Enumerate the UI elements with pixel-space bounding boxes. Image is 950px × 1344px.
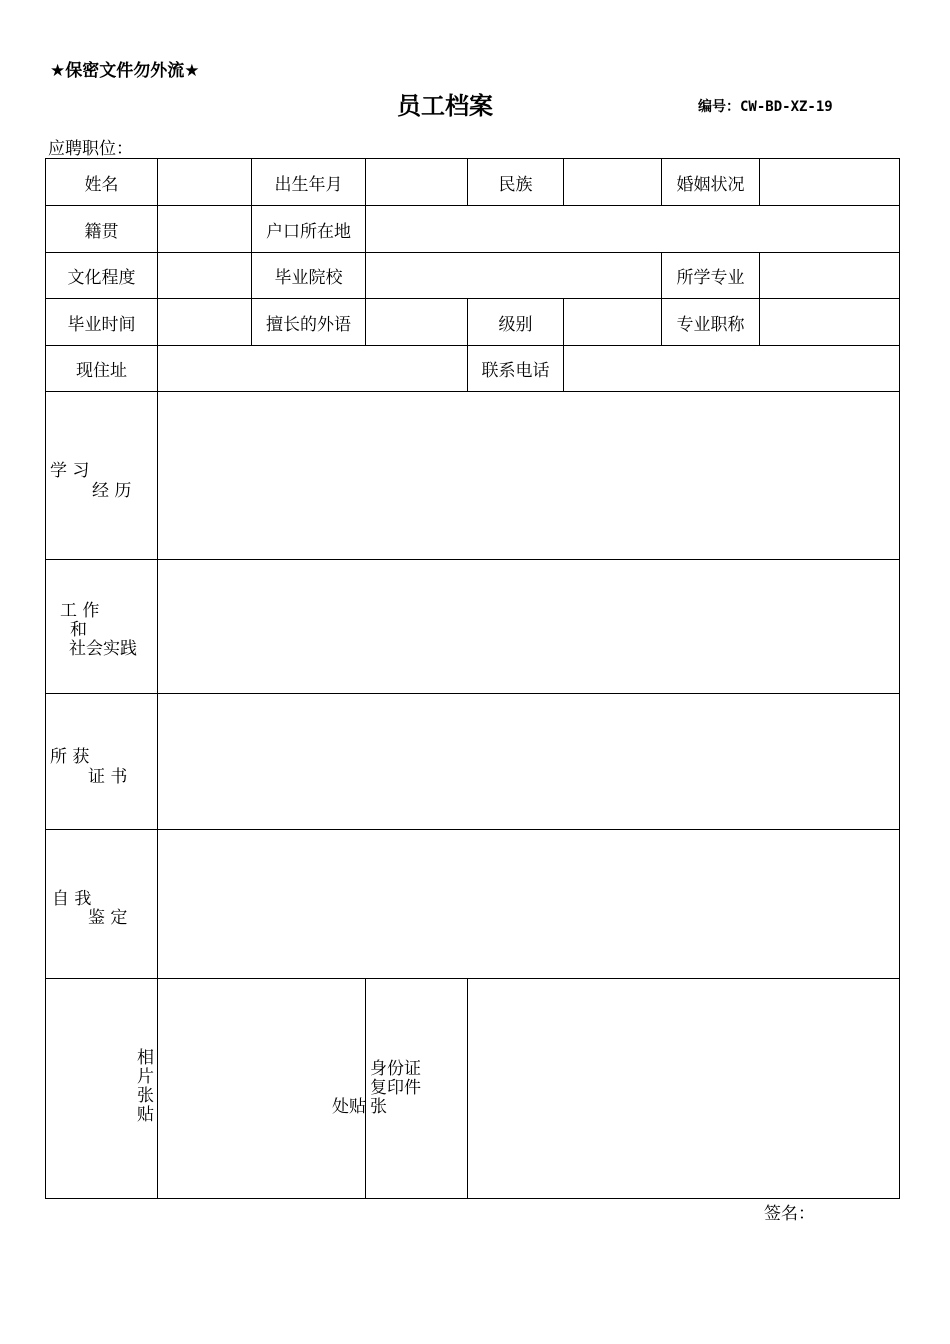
education-field[interactable] bbox=[158, 253, 252, 299]
study-history-field[interactable] bbox=[158, 392, 900, 560]
id-copy-label-cell: 身份证 复印件 张 bbox=[366, 979, 468, 1199]
address-label: 现住址 bbox=[46, 346, 158, 392]
language-label: 擅长的外语 bbox=[252, 299, 366, 346]
major-field[interactable] bbox=[760, 253, 900, 299]
table-row bbox=[46, 694, 900, 830]
language-field[interactable] bbox=[366, 299, 468, 346]
table-row bbox=[46, 206, 900, 253]
native-place-label: 籍贯 bbox=[46, 206, 158, 253]
table-row bbox=[46, 979, 900, 1199]
certificates-label: 所 获 证 书 bbox=[46, 694, 158, 830]
photo-area[interactable]: 处贴 bbox=[158, 979, 366, 1199]
name-field[interactable] bbox=[158, 159, 252, 206]
ethnicity-field[interactable] bbox=[564, 159, 662, 206]
education-label: 文化程度 bbox=[46, 253, 158, 299]
study-history-label: 学 习 经 历 bbox=[46, 392, 158, 560]
hukou-field[interactable] bbox=[366, 206, 900, 253]
hukou-label: 户口所在地 bbox=[252, 206, 366, 253]
level-field[interactable] bbox=[564, 299, 662, 346]
photo-label-cell: 相 片 张 贴 bbox=[46, 979, 158, 1199]
level-label: 级别 bbox=[468, 299, 564, 346]
table-row bbox=[46, 299, 900, 346]
self-assessment-field[interactable] bbox=[158, 830, 900, 979]
employee-form-table bbox=[45, 158, 900, 1199]
table-row bbox=[46, 392, 900, 560]
marital-label: 婚姻状况 bbox=[662, 159, 760, 206]
major-label: 所学专业 bbox=[662, 253, 760, 299]
phone-label: 联系电话 bbox=[468, 346, 564, 392]
signature-label: 签名： bbox=[764, 1204, 815, 1224]
grad-time-field[interactable] bbox=[158, 299, 252, 346]
table-row bbox=[46, 560, 900, 694]
name-label: 姓名 bbox=[46, 159, 158, 206]
table-row bbox=[46, 830, 900, 979]
title-field[interactable] bbox=[760, 299, 900, 346]
school-field[interactable] bbox=[366, 253, 662, 299]
native-place-field[interactable] bbox=[158, 206, 252, 253]
title-label: 专业职称 bbox=[662, 299, 760, 346]
birth-label: 出生年月 bbox=[252, 159, 366, 206]
id-copy-area[interactable] bbox=[468, 979, 900, 1199]
table-row bbox=[46, 346, 900, 392]
position-label: 应聘职位： bbox=[48, 139, 133, 159]
ethnicity-label: 民族 bbox=[468, 159, 564, 206]
confidential-notice: ★保密文件勿外流★ bbox=[50, 61, 200, 81]
marital-field[interactable] bbox=[760, 159, 900, 206]
school-label: 毕业院校 bbox=[252, 253, 366, 299]
page-title: 员工档案 bbox=[397, 92, 493, 120]
address-field[interactable] bbox=[158, 346, 468, 392]
phone-field[interactable] bbox=[564, 346, 900, 392]
self-assessment-label: 自 我 鉴 定 bbox=[46, 830, 158, 979]
table-row bbox=[46, 159, 900, 206]
work-experience-label: 工 作 和 社会实践 bbox=[46, 560, 158, 694]
certificates-field[interactable] bbox=[158, 694, 900, 830]
birth-field[interactable] bbox=[366, 159, 468, 206]
grad-time-label: 毕业时间 bbox=[46, 299, 158, 346]
table-row bbox=[46, 253, 900, 299]
work-experience-field[interactable] bbox=[158, 560, 900, 694]
document-number: 编号：CW-BD-XZ-19 bbox=[698, 99, 833, 115]
